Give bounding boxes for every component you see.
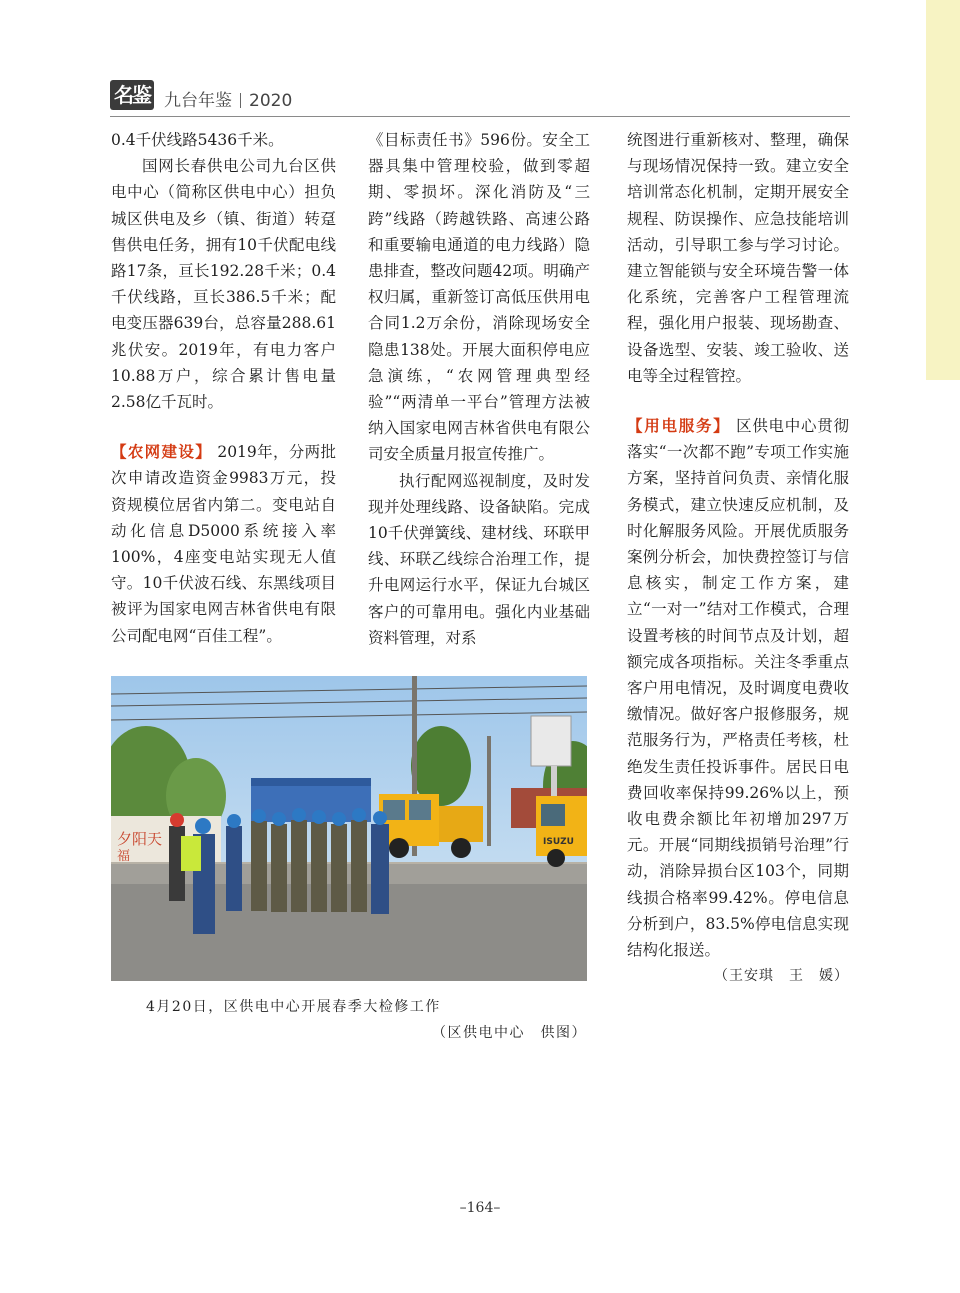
author-signature: （王安琪 王 媛） bbox=[714, 968, 849, 985]
book-title: 九台年鉴 bbox=[164, 91, 232, 111]
page-number: –164– bbox=[459, 1200, 501, 1216]
book-year: 2020 bbox=[249, 91, 293, 111]
section-body: 2019年，分两批次申请改造资金9983万元，投资规模位居省内第二。变电站自动化信息D5000系统接入率100%，4座变电站实现无人值守。10千伏波石线、东黑线项目被评为国家电网吉林省供电有限公司配电网“百佳工程”。 bbox=[111, 443, 336, 645]
text-column-1 bbox=[111, 127, 336, 699]
photo-illustration bbox=[111, 676, 587, 981]
paragraph: 0.4千伏线路5436千米。 bbox=[111, 131, 284, 149]
truck-brand-text: ISUZU bbox=[543, 837, 574, 847]
section-heading: 【农网建设】 bbox=[111, 443, 213, 462]
section-body: 区供电中心贯彻落实“一次都不跑”专项工作实施方案，坚持首问负责、亲情化服务模式，建立快速反应机制，及时化解服务风险。开展优质服务案例分析会，加快费控签订与信息核实，制定工作方案，建立“一对一”结对工作模式，合理设置考核的时间节点及计划，超额完成各项指标。关注冬季重点客户用电情况，及时调度电费收缴情况。做好客户报修服务，规范服务行为，严格责任考核，杜绝发生责任投诉事件。居民日电费回收率保持99.26%以上，预收电费余额比年初增加297万元。开展“同期线损销号治理”行动，消除异损台区103个，同期线损合格率99.42%。停电信息分析到户，83.5%停电信息实现结构化报送。 bbox=[627, 417, 849, 960]
header-divider bbox=[240, 93, 241, 108]
running-header bbox=[110, 78, 850, 118]
page-edge-tab bbox=[926, 0, 960, 380]
header-rule bbox=[110, 116, 850, 117]
text-column-2 bbox=[368, 127, 590, 651]
section-rural-grid bbox=[111, 439, 336, 649]
paragraph: 国网长春供电公司九台区供电中心（简称区供电中心）担负城区供电及乡（镇、街道）转趸售供电任务，拥有10千伏配电线路17条，亘长192.28千米；0.4千伏线路，亘长386.5千米；配电变压器639台，总容量288.61兆伏安。2019年，有电力客户10.88万户，综合累计售电量2.58亿千瓦时。 bbox=[111, 157, 336, 412]
paragraph: 执行配网巡视制度，及时发现并处理线路、设备缺陷。完成10千伏弹簧线、建材线、环联甲线、环联乙线综合治理工作，提升电网运行水平，保证九台城区客户的可靠用电。强化内业基础资料管理，对系 bbox=[368, 471, 590, 647]
section-power-service bbox=[627, 413, 849, 963]
maintenance-photo bbox=[111, 676, 587, 981]
wall-sign-text-2: 福 bbox=[117, 849, 131, 864]
paragraph: 统图进行重新核对、整理，确保与现场情况保持一致。建立安全培训常态化机制，定期开展安全规程、防误操作、应急技能培训活动，引导职工参与学习讨论。建立智能锁与安全环境告警一体化系统，完善客户工程管理流程，强化用户报装、现场勘查、设备选型、安装、竣工验收、送电等全过程管控。 bbox=[627, 131, 849, 385]
photo-caption: 4月20日，区供电中心开展春季大检修工作 bbox=[146, 999, 441, 1015]
photo-credit: （区供电中心 供图） bbox=[432, 1025, 587, 1041]
paragraph: 《目标责任书》596份。安全工器具集中管理校验，做到零超期、零损坏。深化消防及“三跨”线路（跨越铁路、高速公路和重要输电通道的电力线路）隐患排查，整改问题42项。明确产权归属，重新签订高低压供用电合同1.2万余份，消除现场安全隐患138处。开展大面积停电应急演练，“农网管理典型经验”“两清单一平台”管理方法被纳入国家电网吉林省供电有限公司安全质量月报宣传推广。 bbox=[368, 131, 590, 464]
wall-sign-text: 夕阳天 bbox=[117, 830, 163, 848]
text-column-3 bbox=[627, 127, 849, 990]
section-heading: 【用电服务】 bbox=[627, 417, 731, 436]
yearbook-logo: 名鉴 bbox=[110, 80, 154, 110]
running-head-text bbox=[164, 86, 292, 111]
